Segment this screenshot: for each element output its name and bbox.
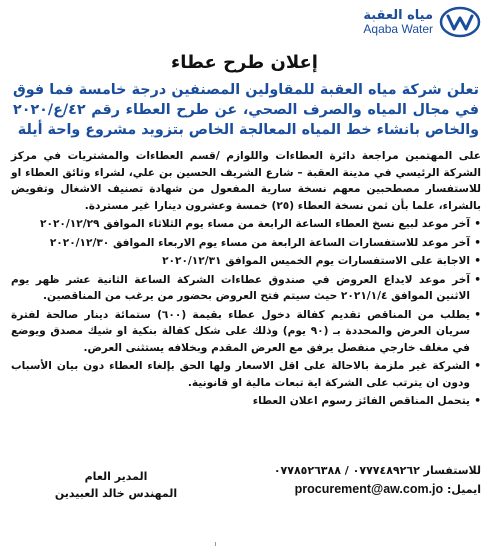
conditions-list (11, 216, 481, 410)
email-label: ايميل: (447, 483, 481, 496)
list-item: • يتحمل المناقص الفائز رسوم اعلان العطاء (11, 393, 481, 410)
logo-text (363, 9, 433, 35)
email-address: procurement@aw.com.jo (294, 482, 444, 496)
aqaba-water-logo-icon (439, 6, 481, 38)
signature-block (46, 468, 186, 502)
email-line (181, 480, 481, 499)
list-item: • آخر موعد لبيع نسخ العطاء الساعة الرابعة من مساء يوم الثلاثاء الموافق ٢٠٢٠/١٢/٢٩ (11, 216, 481, 233)
phone-label: للاستفسار (423, 464, 481, 477)
intro-paragraph: على المهتمين مراجعة دائرة العطاءات واللوازم /قسم العطاءات والمشتريات في مركز الشركة الرئيسي في مدينة العقبة – شارع الشريف الحسين بن علي، لشراء وثائق العطاء او للاستفسار مصطحبين معهم نسخة سارية المفعول من شهادة تصنيف الاشغال وتفويض بالشراء، علما بأن ثمن نسخة العطاء (٢٥) خمسة وعشرون دينارا غير مستردة. (11, 150, 481, 212)
phone-numbers: ٠٧٧٧٤٨٩٢٦٢ / ٠٧٧٨٥٢٦٣٨٨ (273, 464, 420, 477)
list-item: • آخر موعد لايداع العروض في صندوق عطاءات الشركة الساعة الثانية عشر ظهر يوم الاثنين الموافق ٢٠٢١/١/٤ حيث سيتم فتح العروض بحضور من يرغب من المناقصين. (11, 272, 481, 305)
announcement-body (11, 148, 481, 412)
signatory-title: المدير العام (84, 470, 148, 483)
phone-line (181, 462, 481, 480)
list-item: • يطلب من المناقص تقديم كفالة دخول عطاء بقيمة (٦٠٠) ستمائة دينار صالحة لفترة سريان العرض والمحددة بـ (٩٠ يوم) وذلك على شكل كفالة بنكية او شيك مصدق ويوضع في مغلف خارجي منفصل يرفق مع العرض المقدم وبخلافه يستثنى العرض. (11, 307, 481, 357)
company-logo (363, 6, 481, 38)
contact-block (181, 462, 481, 499)
list-item: • الاجابة على الاستفسارات يوم الخميس الموافق ٢٠٢٠/١٢/٣١ (11, 253, 481, 270)
signatory-name: المهندس خالد العبيدين (54, 487, 178, 500)
announcement-subtitle: تعلن شركة مياه العقبة للمقاولين المصنفين درجة خامسة فما فوق في مجال المياه والصرف الصحي، عن طرح العطاء رقم ٤٢/ع/٢٠٢٠ والخاص بانشاء خط المياه المعالجة الخاص بتزويد مشروع واحة أيلة (13, 82, 479, 138)
list-item: • الشركة غير ملزمة بالاحالة على اقل الاسعار ولها الحق بإلغاء العطاء دون بيان الأسباب ودون ان يترتب على الشركة اية تبعات مالية او قانونية. (11, 358, 481, 391)
announcement-title: إعلان طرح عطاء (171, 52, 318, 73)
list-item: • آخر موعد للاستفسارات الساعة الرابعة من مساء يوم الاربعاء الموافق ٢٠٢٠/١٢/٣٠ (11, 235, 481, 252)
logo-english-name: Aqaba Water (363, 21, 433, 36)
logo-arabic-name: مياه العقبة (363, 7, 433, 23)
divider (215, 542, 216, 546)
